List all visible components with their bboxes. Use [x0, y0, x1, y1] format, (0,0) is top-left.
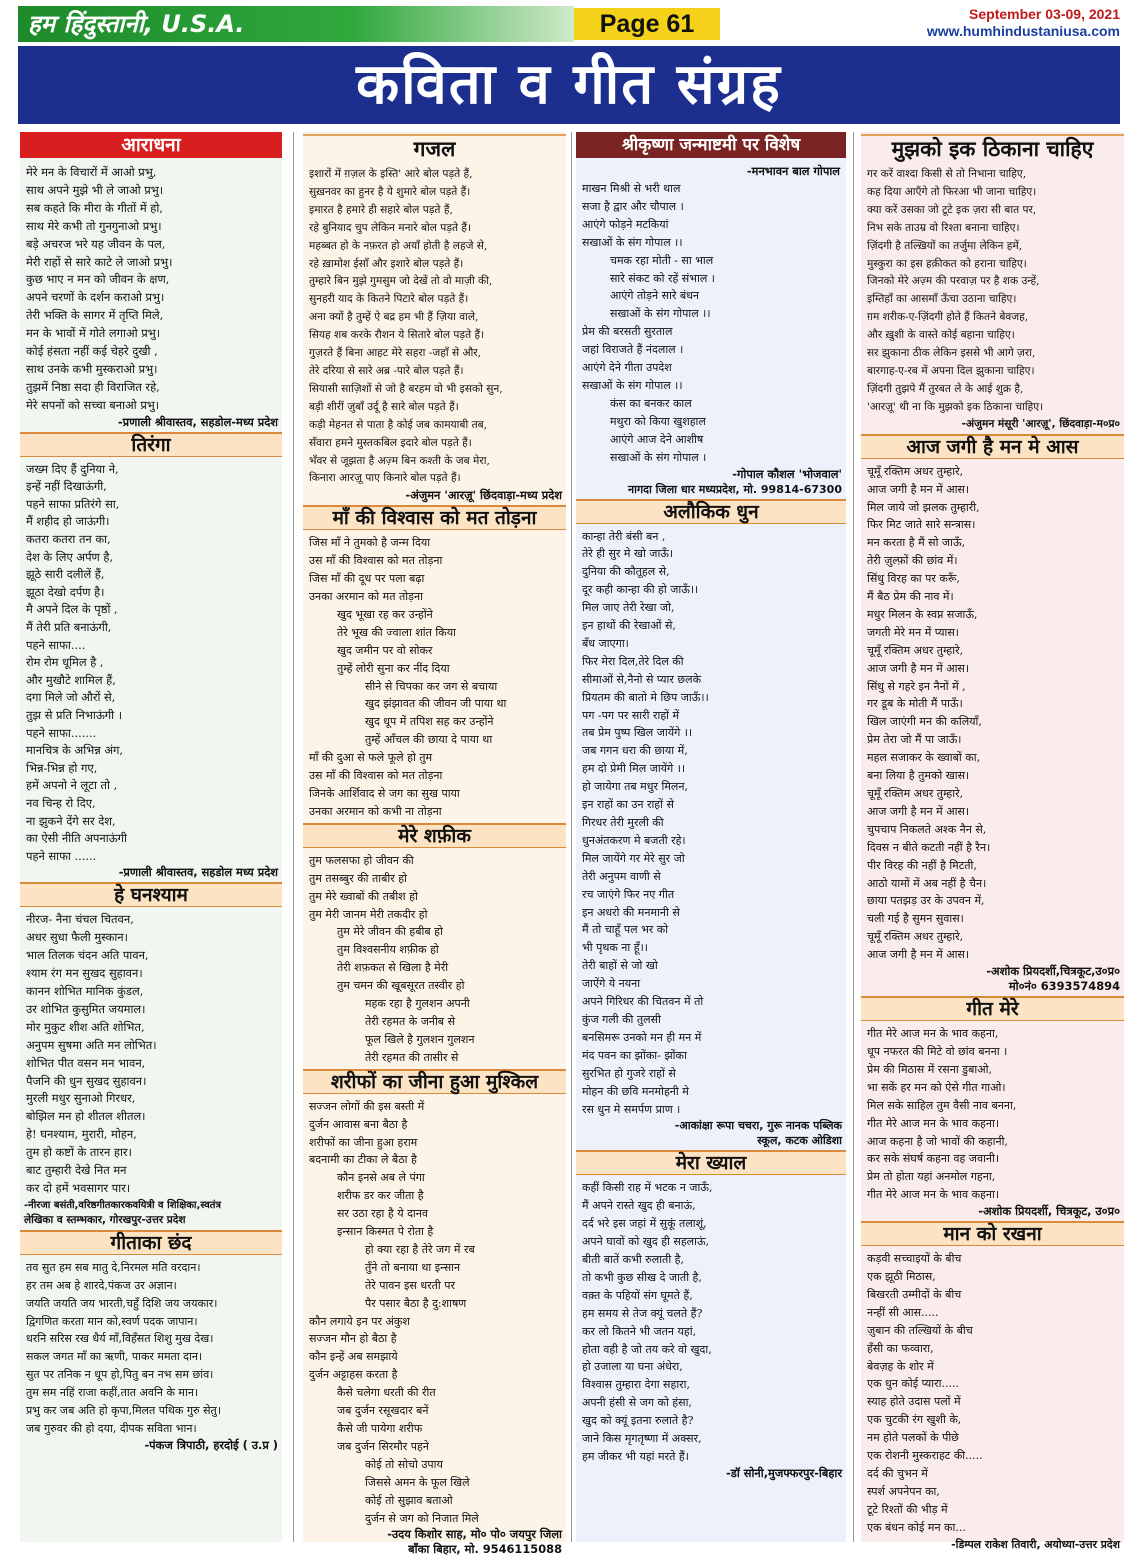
poem-author: -आकांक्षा रूपा चचरा, गुरू नानक पब्लिक [674, 1119, 842, 1133]
section-banner: कविता व गीत संग्रह [18, 46, 1120, 124]
masthead-brand: हम हिंदुस्तानी, U.S.A. [18, 6, 574, 42]
column-divider [853, 132, 854, 1542]
poem-body-alaukik-dhun: कान्हा तेरी बंसी बन , तेरे ही सुर मे खो जाऊँ। दुनिया की कौतूहल से, दूर कही कान्हा की हो जाऊँ।। मिल जाए तेरी रेखा जो, इन हाथों की रेखाओं से, बँध जाएगा। फिर मेरा दिल,तेरे दिल की सीमाओं से,नैनो से प्यार छलके प्रियतम की बातो मे छिप जाऊँ।। पग -पग पर सारी राहों में तब प्रेम पुष्प खिल जायेंगे ।। जब गगन धरा की छाया में, हम दो प्रेमी मिल जायेंगे ।। हो जायेगा तब मधुर मिलन, इन राहों का उन राहों से गिरधर तेरी मुरली की धुनअंतकरण मे बजती रहे। मिल जायेंगे गर मेरे सुर जो तेरी अनुपम वाणी से रच जाएंगे फिर नए गीत इन अधरो की मनमानी से मैं तो चाहूँ पल भर को भी पृथक ना हूँ।। तेरी बाहों से जो खो जाऐंगे ये नयना अपने गिरिधर की चितवन में तो कुंज गली की तुलसी बनसिमरू उनको मन ही मन में मंद पवन का झोंका- झोंका सुरभित हो गुजरे राहों से मोहन की छवि मनमोहनी मे रस धुन मे समर्पण प्राण । [582, 529, 709, 1116]
poem-body-aradhana: मेरे मन के विचारों में आओ प्रभु, साथ अपने मुझे भी ले जाओ प्रभु। सब कहते कि मीरा के गीतों में हो, साथ मेरे कभी तो गुनगुनाओ प्रभु। बड़े अचरज भरे यह जीवन के पल, मेरी राहों से सारे काटे ले जाओ प्रभु। कुछ भाए न मन को जीवन के क्षण, अपने चरणों के दर्शन कराओ प्रभु। तेरी भक्ति के सागर में तृप्ति मिले, मन के भावों में गोते लगाओ प्रभु। कोई हंसता नहीं कई चेहरे दुखी , साथ उनके कभी मुस्कराओ प्रभु। तुझमें निष्ठा सदा ही विराजित रहे, मेरे सपनों को सच्चा बनाओ प्रभु। [26, 165, 173, 412]
poem-body-bal-gopal: माखन मिश्री से भरी थाल सजा है द्वार और चौपाल । आएंगे फोड़ने मटकियां सखाओं के संग गोपाल ।। चमक रहा मोती - सा भाल सारे संकट को रहें संभाल । आएंगे तोड़ने सारे बंधन सखाओं के संग गोपाल ।। प्रेम की बरसती सुरताल जहां विराजते हैं नंदलाल । आएंगे देने गीता उपदेश सखाओं के संग गोपाल ।। कंस का बनकर काल मथुरा को किया खुशहाल आएंगे आज देने आशीष सखाओं के संग गोपाल । [582, 182, 715, 464]
poem-body-geetaka-chhand: तव सुत हम सब मातु दे,निरमल मति वरदान। हर तम अब हे शारदे,पंकज उर अज्ञान। जयति जयति जय भारती,चहुँ दिशि जय जयकार। द्विगणित करता मान को,स्वर्ण पदक जापान। धरनि सरिस रख धैर्य माँ,विहँसत शिशु मुख देख। सकल जगत माँ का ऋणी, पाकर ममता दान। सुत पर तनिक न धूप हो,पितु बन नभ सम छांव। तुम सम नहिं राजा कहीं,तात अवनि के मान। प्रभु कर जब अति हो कृपा,मिलत पथिक गुरु सेतु। जब गुरुवर की हो दया, दीपक सविता भान। [26, 1260, 221, 1435]
poem-title-sharifon: शरीफों का जीना हुआ मुश्किल [303, 1069, 566, 1094]
page-header [18, 6, 1120, 42]
poem-author: मो०नं० 6393574894 [1008, 979, 1120, 994]
poem-title-aradhana: आराधना [20, 132, 282, 158]
poem-author: -प्रणाली श्रीवास्तव, सहडोल मध्य प्रदेश [118, 865, 278, 880]
poem-body-sharifon: सज्जन लोगों की इस बस्ती में दुर्जन आवास बना बैठा है शरीफों का जीना हुआ हराम बदनामी का टीका ले बैठा है कौन इनसे अब ले पंगा शरीफ डर कर जीता है सर उठा रहा है ये दानव इन्सान किस्मत पे रोता है हो क्या रहा है तेरे जग में रब तुँने तो बनाया था इन्सान तेरे पावन इस धरती पर पैर पसार बैठा है दु:शाषण कौन लगाये इन पर अंकुश सज्जन मौन हो बैठा है कौन इन्हें अब समझाये दुर्जन अट्टाहस करता है कैसे चलेगा धरती की रीत जब दुर्जन रसूखदार बनें कैसे जी पायेगा शरीफ जब दुर्जन सिरमौर पहने कोई तो सोचो उपाय जिससे अमन के फूल खिले कोई तो सुझाव बताओ दुर्जन से जग को निजात मिले [309, 1099, 479, 1525]
poem-author: लेखिका व स्तम्भकार, गोरखपुर-उत्तर प्रदेश [24, 1213, 186, 1226]
poem-author: -डॉ सोनी,मुजफ्फरपुर-बिहार [726, 1465, 842, 1480]
poem-author: -पंकज त्रिपाठी, हरदोई ( उ.प्र ) [144, 1437, 278, 1452]
poem-author: -अशोक प्रियदर्शी, चित्रकूट, उ०प्र० [978, 1204, 1120, 1219]
poem-author: बाँका बिहार, मो. 9546115088 [408, 1542, 562, 1557]
poem-body-tiranga: जख्म दिए हैं दुनिया ने, इन्हें नहीं दिखाऊंगी, पहने साफा प्रतिरंगे सा, मैं शहीद हो जाऊंगी। कतरा कतरा तन का, देश के लिए अर्पण है, झूठे सारी दलीलें हैं, झूठा देखो दर्पण है। मै अपने दिल के पृष्ठों , मैं तेरी प्रति बनाऊंगी, पहने साफा.... रोम रोम धूमिल है , और मुखौटे शामिल हैं, दगा मिले जो औरों से, तुझ से प्रति निभाऊंगी । पहने साफा....... मानचित्र के अभिन्न अंग, भिन्न-भिन्न हो गए, हमें अपनो ने लूटा तो , नव चिन्ह रो दिए, ना झुकने देंगे सर देश, का ऐसी नीति अपनाऊंगी पहने साफा ...... [26, 461, 127, 863]
issue-date: September 03-09, 2021 [969, 6, 1120, 22]
poem-title-ghanshyam: हे घनश्याम [20, 882, 282, 907]
poem-body-maa: जिस माँ ने तुमको है जन्म दिया उस माँ की विश्वास को मत तोड़ना जिस माँ की दूध पर पला बढ़ा उनका अरमान को मत तोड़ना खुद भूखा रह कर उन्होंने तेरे भूख की ज्वाला शांत किया खुद जमीन पर वो सोकर तुम्हें लोरी सुना कर नींद दिया सीने से चिपका कर जग से बचाया खुद झंझावत की जीवन जी पाया था खुद धूप में तपिश सह कर उन्होंने तुम्हें आँचल की छाया दे पाया था माँ की दुआ से फले फूले हो तुम उस माँ की विश्वास को मत तोड़ना जिनके आर्शिवाद से जग का सुख पाया उनका अरमान को कभी ना तोड़ना [309, 536, 507, 818]
poem-author: -अंजुमन 'आरज़ू' छिंदवाड़ा-मध्य प्रदेश [405, 488, 562, 503]
poem-body-mera-khayal: कहीं किसी राह में भटक न जाऊँ, मैं अपने रास्ते खुद ही बनाऊं, दर्द भरे इस जहां में सुकूं तलाशूं, अपने घावों को खुद ही सहलाऊं, बीती बातें कभी रुलाती है, तो कभी कुछ सीख दे जाती है, वक़्त के पहियों संग घूमते हैं, हम समय से तेज क्यूं चलते हैं? कर लो कितने भी जतन यहां, होता वही है जो तय करे वो खुदा, हो उजाला या घना अंधेरा, विश्वास तुम्हारा देगा सहारा, अपनी हंसी से जग को हंसा, खुद को क्यूं इतना रुलाते है? जाने किस मृगतृष्णा में अक्सर, हम जीकर भी यहां मरते हैं। [582, 1181, 713, 1463]
poem-body-geet-mere: गीत मेरे आज मन के भाव कहना, धूप नफरत की मिटे वो छांव बनना । प्रेम की मिठास में रसना डुबाओ, भा सकें हर मन को ऐसे गीत गाओ। मिल सके साहिल तुम वैसी नाव बनना, गीत मेरे आज मन के भाव कहना। आज कहना है जो भावों की कहानी, कर सके संघर्ष कहना वह जवानी। प्रेम तो होता यहां अनमोल गहना, गीत मेरे आज मन के भाव कहना। [867, 1027, 1017, 1202]
poem-title-geet-mere: गीत मेरे [861, 996, 1124, 1021]
poem-author: -उदय किशोर साह, मो० पो० जयपुर जिला [387, 1527, 562, 1542]
poem-author: -गोपाल कौशल 'भोजवाल' [732, 466, 842, 481]
poem-body-ghanshyam: नीरज- नैना चंचल चितवन, अधर सुधा फैली मुस्कान। भाल तिलक चंदन अति पावन, श्याम रंग मन सुखद सुहावन। कानन शोभित मानिक कुंडल, उर शोभित कुसुमित जयमाल। मोर मुकुट शीश अति शोभित, अनुपम सुषमा अति मन लोभित। शोभित पीत वसन मन भावन, पैजनि की धुन सुखद सुहावन। मुरली मधुर सुनाओ गिरधर, बोझिल मन हो शीतल शीतल। हे! घनश्याम, मुरारी, मोहन, तुम हो कष्टों के तारन हार। बाट तुम्हारी देखे नित मन कर दो हमें भवसागर पार। [26, 912, 157, 1195]
poem-author: -डिम्पल राकेश तिवारी, अयोध्या-उत्तर प्रदेश [951, 1537, 1120, 1551]
column-1 [20, 132, 282, 1542]
column-3 [576, 132, 846, 1542]
poem-title-thikana: मुझको इक ठिकाना चाहिए [861, 134, 1124, 162]
column-divider [293, 132, 294, 1542]
poem-author: नागदा जिला धार मध्यप्रदेश, मो. 99814-67300 [628, 482, 842, 496]
poem-body-maan-ko-rakhna: कड़वी सच्चाइयों के बीच एक झूठी मिठास, बिखरती उम्मीदों के बीच नन्हीं सी आस..... ज़ुबान की तल्खियों के बीच हँसी का फव्वारा, बेवज़ह के शोर में एक धुन कोई प्यारा..... स्याह होते उदास पलों में एक चुटकी रंग खुशी के, नम होते पलकों के पीछे एक रोशनी मुस्कराहट की..... दर्द की चुभन में स्पर्श अपनेपन का, टूटे रिश्तों की भीड़ में एक बंधन कोई मन का... [867, 1252, 983, 1534]
poem-body-ghazal: इशारों में ग़ज़ल के इस्ति' आरे बोल पड़ते हैं, सुख़नवर का हुनर है ये शुमारे बोल पड़ते हैं। इमारत है हमारे ही सहारे बोल पड़ते हैं, रहे बुनियाद चुप लेकिन मनारे बोल पड़ते हैं। महब्बत हो के नफ़रत हो अयाँ होती है लहजे से, रहे ख़ामोश ईसाँ और इशारे बोल पड़ते हैं। तुम्हारे बिन मुझे गुमसुम जो देखें तो वो माज़ी की, सुनहरी याद के कितने पिटारे बोल पड़ते हैं। अना क्यों है तुम्हें ऐ बद्र हम भी हैं ज़िया वाले, सियह शब करके रौशन ये सितारे बोल पड़ते हैं। गुज़रते हैं बिना आहट मेरे सहरा -जहाँ से और, तेरे दरिया से सारे अब्र -पारे बोल पड़ते हैं। सियासी साज़िशों से जो है बरहम वो भी इसको सुन, बड़ी शीरीं ज़ुबाँ उर्दू है सारे बोल पड़ते हैं। कड़ी मेहनत से पाता है कोई जब कामयाबी तब, सँवारा हमने मुस्तकबिल इदारे बोल पड़ते हैं। भँवर से जूझता है अज़्म बिन कश्ती के जब मेरा, किनारा आरज़ू पाए किनारे बोल पड़ते हैं। [309, 168, 503, 485]
website-link[interactable]: www.humhindustaniusa.com [926, 23, 1120, 39]
poem-author: -प्रणाली श्रीवास्तव, सहडोल-मध्य प्रदेश [117, 414, 278, 429]
poem-title-alaukik-dhun: अलौकिक धुन [576, 499, 846, 524]
poem-author: स्कूल, कटक ओडिशा [757, 1134, 842, 1148]
page-number: Page 61 [574, 8, 720, 40]
poem-title-mera-khayal: मेरा ख्याल [576, 1150, 846, 1175]
column-2 [303, 132, 566, 1557]
poem-title-maa: माँ की विश्वास को मत तोड़ना [303, 505, 566, 530]
poem-title-mere-shafeek: मेरे शफ़ीक [303, 823, 566, 848]
poem-author: -अशोक प्रियदर्शी,चित्रकूट,उ०प्र० [986, 964, 1120, 979]
poem-body-mere-shafeek: तुम फलसफा हो जीवन की तुम तसब्बुर की ताबीर हो तुम मेरे ख्वाबों की तबीश हो तुम मेरी जानम मेरी तकदीर हो तुम मेरे जीवन की हबीब हो तुम विश्वसनीय शफ़ीक हो तेरी शफ़कत से खिला है मेरी तुम चमन की खूबसूरत तस्वीर हो महक रहा है गुलशन अपनी तेरी रहमत के जनीब से फूल खिले है गुलशन गुलशन तेरी रहमत की तासीर से [309, 853, 475, 1064]
poem-body-thikana: गर करें वाश्दा किसी से तो निभाना चाहिए, कह दिया आएँगे तो फिरआ भी जाना चाहिए। क्या करें उसका जो टूटे इक ज़रा सी बात पर, निभ सके ताउम्र वो रिश्ता बनाना चाहिए। ज़िंदगी है तल्ख़ियों का तर्जुमा लेकिन हमें, मुस्कुरा का इस हक़ीकत को हराना चाहिए। जिनको मेरे अज़्म की परवाज़ पर है शक उन्हें, इम्तिहाँ का आसमाँ ऊँचा उठाना चाहिए। ग़म शरीक-ए-ज़िंदगी होते हैं कितने बेवजह, और ख़ुशी के वास्ते कोई बहाना चाहिए। सर झुकाना ठीक लेकिन इससे भी आगे ज़रा, बारगाह-ए-रब में अपना दिल झुकाना चाहिए। ज़िंदगी तुझपे मैं तुरबत ले के आई शुक्र है, 'आरज़ू' थी ना कि मुझको इक ठिकाना चाहिए। [867, 168, 1044, 413]
column-4 [861, 132, 1124, 1551]
poem-subtitle: -मनभावन बाल गोपाल [746, 164, 840, 178]
poem-author: -अंजुमन मंसूरी 'आरज़ू', छिंदवाड़ा-म०प्र० [961, 417, 1120, 430]
poem-body-aaj-jagi: चूमूँ रक्तिम अधर तुम्हारे, आज जगी है मन में आस। मिल जाये जो झलक तुम्हारी, फिर मिट जाते सारे सन्त्रास। मन करता है मैं सो जाऊँ, तेरी ज़ुल्फ़ों की छांव में। सिंधु विरह का पर करूँ, मैं बैठ प्रेम की नाव में। मधुर मिलन के स्वप्न सजाऊँ, जगती मेरे मन में प्यास। चूमूँ रक्तिम अधर तुम्हारे, आज जगी है मन में आस। सिंधु से गहरे इन नैनों में , गर डूब के मोती मैं पाऊँ। खिल जाएंगी मन की कलियाँ, प्रेम तेरा जो मैं पा जाऊँ। महल सजाकर के ख्वाबों का, बना लिया है तुमको खास। चूमूँ रक्तिम अधर तुम्हारे, आज जगी है मन में आस। चुपचाप निकलते अश्क नैन से, दिवस न बीते कटती नहीं है रैन। पीर विरह की नहीं है मिटती, आठो यामों में अब नहीं है चैन। छाया पतझड़ उर के उपवन में, चली गई है सुमन सुवास। चूमूँ रक्तिम अधर तुम्हारे, आज जगी है मन में आस। [867, 464, 991, 962]
poem-title-geetaka-chhand: गीताका छंद [20, 1230, 282, 1255]
poem-title-aaj-jagi: आज जगी है मन मे आस [861, 434, 1124, 459]
poem-author: -नीरजा बसंती,वरिष्ठगीतकारकवयित्री व शिक्षिका,स्वतंत्र [24, 1199, 221, 1211]
poem-title-maan-ko-rakhna: मान को रखना [861, 1221, 1124, 1246]
poem-title-janmashtami: श्रीकृष्णा जन्माष्टमी पर विशेष [576, 132, 846, 158]
column-divider [571, 132, 572, 1542]
poem-title-tiranga: तिरंगा [20, 432, 282, 457]
poem-title-ghazal: गजल [303, 134, 566, 162]
